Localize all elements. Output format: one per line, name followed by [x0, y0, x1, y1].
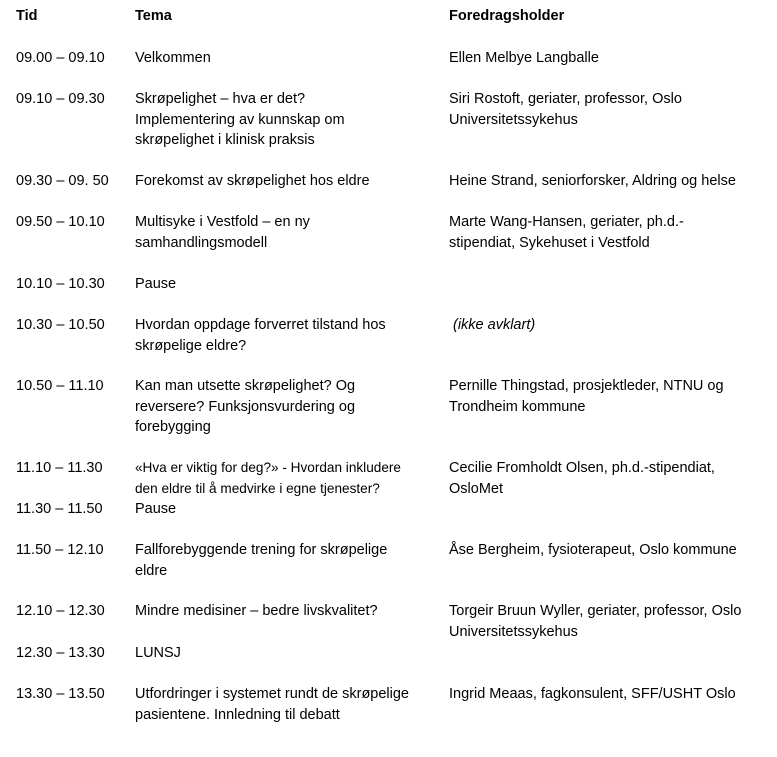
topic [135, 499, 435, 520]
table-header [0, 6, 777, 26]
topic-line: skrøpelige eldre? [135, 337, 247, 354]
speaker-line: Heine Strand, seniorforsker, Aldring og helse [449, 173, 736, 189]
speaker-line: Universitetssykehus [449, 623, 578, 640]
speaker-line: Siri Rostoft, geriater, professor, Oslo [449, 91, 682, 107]
speaker [449, 89, 771, 130]
topic [135, 376, 435, 438]
topic-line: Mindre medisiner – bedre livskvalitet? [135, 603, 378, 619]
topic-line: Forekomst av skrøpelighet hos eldre [135, 173, 370, 189]
topic-line: den eldre til å medvirke i egne tjenester? [135, 480, 380, 496]
speaker-line: Marte Wang-Hansen, geriater, ph.d.- [449, 214, 684, 230]
speaker [449, 684, 771, 705]
time-slot: 10.30 – 10.50 [16, 317, 105, 333]
speaker [449, 376, 771, 417]
speaker-line: (ikke avklart) [453, 317, 536, 333]
topic-line: Pause [135, 276, 177, 292]
topic [135, 601, 435, 622]
speaker [449, 171, 771, 192]
topic-line: Skrøpelighet – hva er det? [135, 91, 306, 107]
topic [135, 212, 435, 253]
topic-line: Implementering av kunnskap om [135, 111, 345, 128]
speaker-line: Trondheim kommune [449, 398, 586, 415]
time-slot: 10.10 – 10.30 [16, 276, 105, 292]
time-slot: 09.30 – 09. 50 [16, 173, 109, 189]
speaker [449, 458, 771, 499]
topic [135, 684, 435, 725]
header-topic: Tema [135, 8, 172, 24]
time-slot: 11.50 – 12.10 [16, 542, 104, 558]
speaker-line: Torgeir Bruun Wyller, geriater, professor, Oslo [449, 603, 742, 619]
topic [135, 89, 435, 151]
topic-line: LUNSJ [135, 645, 181, 661]
time-slot: 11.10 – 11.30 [16, 460, 103, 476]
topic-line: «Hva er viktig for deg?» - Hvordan inkludere [135, 460, 401, 475]
speaker-line: Universitetssykehus [449, 111, 578, 128]
speaker [449, 212, 771, 253]
time-slot: 12.30 – 13.30 [16, 645, 105, 661]
speaker-line: stipendiat, Sykehuset i Vestfold [449, 234, 650, 251]
speaker [449, 601, 771, 642]
topic-line: samhandlingsmodell [135, 234, 268, 251]
topic-line: eldre [135, 562, 168, 579]
time-slot: 12.10 – 12.30 [16, 603, 105, 619]
topic [135, 48, 435, 69]
topic [135, 315, 435, 356]
topic [135, 458, 435, 499]
topic-line: skrøpelighet i klinisk praksis [135, 132, 315, 148]
topic [135, 643, 435, 664]
topic-line: forebygging [135, 419, 211, 435]
header-time: Tid [16, 8, 38, 24]
speaker [449, 48, 771, 69]
topic [135, 540, 435, 581]
time-slot: 11.30 – 11.50 [16, 501, 103, 517]
topic-line: Pause [135, 501, 177, 517]
topic-line: Hvordan oppdage forverret tilstand hos [135, 317, 386, 333]
topic-line: reversere? Funksjonsvurdering og [135, 398, 356, 415]
speaker-line: OsloMet [449, 480, 503, 497]
topic-line: Multisyke i Vestfold – en ny [135, 214, 310, 230]
speaker-line: Åse Bergheim, fysioterapeut, Oslo kommune [449, 542, 737, 558]
speaker-line: Ingrid Meaas, fagkonsulent, SFF/USHT Oslo [449, 686, 736, 702]
speaker [449, 315, 771, 336]
speaker-line: Ellen Melbye Langballe [449, 50, 599, 66]
topic [135, 274, 435, 295]
topic-line: Velkommen [135, 50, 211, 66]
header-speaker: Foredragsholder [449, 8, 565, 24]
speaker [449, 540, 771, 561]
topic [135, 171, 435, 192]
time-slot: 09.10 – 09.30 [16, 91, 105, 107]
topic-line: pasientene. Innledning til debatt [135, 706, 340, 723]
topic-line: Fallforebyggende trening for skrøpelige [135, 542, 388, 558]
time-slot: 09.50 – 10.10 [16, 214, 105, 230]
time-slot: 09.00 – 09.10 [16, 50, 105, 66]
topic-line: Kan man utsette skrøpelighet? Og [135, 378, 356, 394]
speaker-line: Cecilie Fromholdt Olsen, ph.d.-stipendiat, [449, 460, 715, 476]
speaker-line: Pernille Thingstad, prosjektleder, NTNU og [449, 378, 724, 394]
time-slot: 10.50 – 11.10 [16, 378, 104, 394]
topic-line: Utfordringer i systemet rundt de skrøpelige [135, 686, 409, 702]
time-slot: 13.30 – 13.50 [16, 686, 105, 702]
